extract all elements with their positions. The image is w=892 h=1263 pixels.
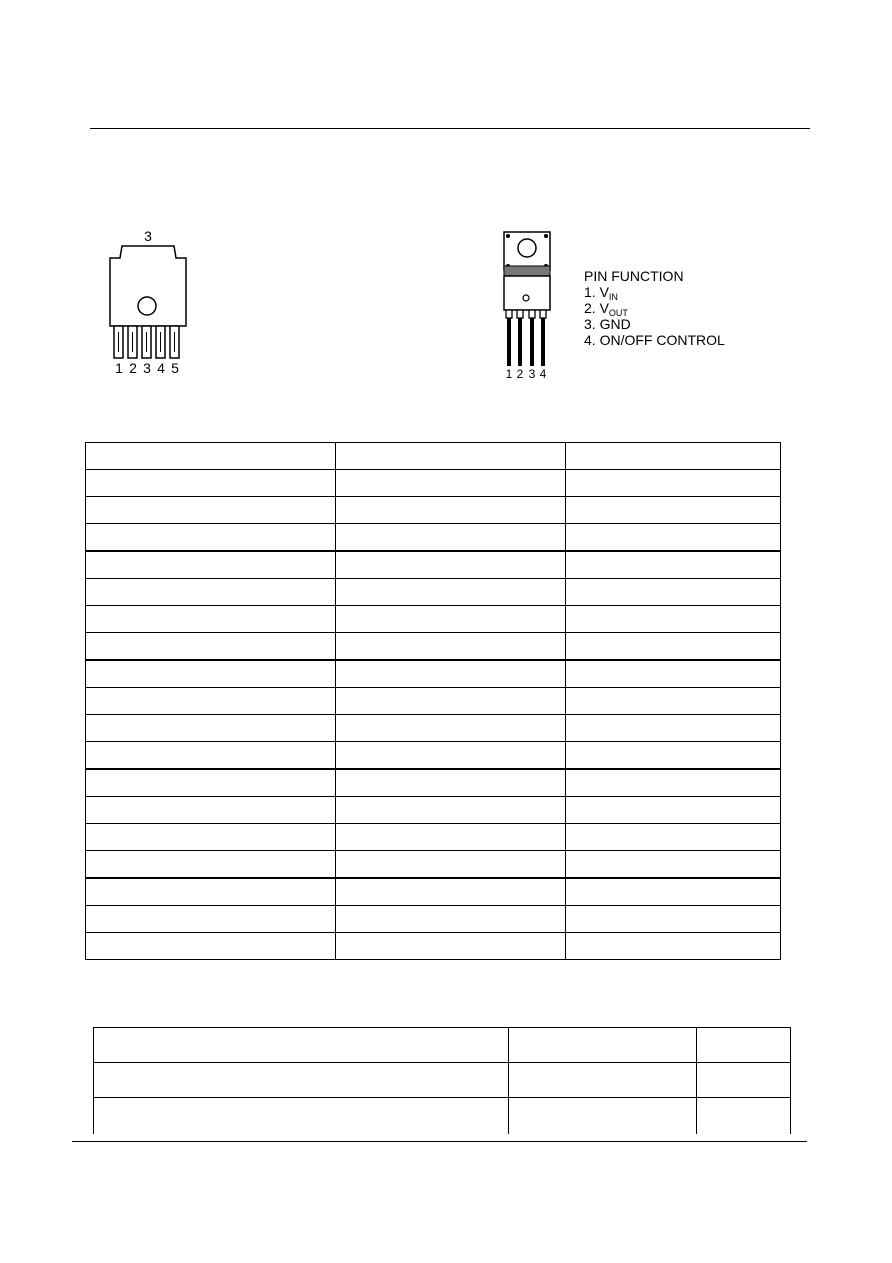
table-cell (86, 878, 336, 906)
table-cell (336, 524, 566, 552)
table-cell (566, 715, 781, 742)
table-cell (566, 579, 781, 606)
table-cell (94, 1028, 509, 1063)
table-row (86, 660, 781, 688)
table-row (86, 715, 781, 742)
rule-gap (190, 634, 220, 638)
table-row (86, 797, 781, 824)
table-row (86, 824, 781, 851)
pin-number: 3. (584, 316, 596, 332)
table-cell (566, 551, 781, 579)
table-cell (509, 1098, 697, 1135)
table-cell (566, 797, 781, 824)
table-row (94, 1098, 791, 1135)
ratings-table (85, 442, 781, 960)
pin-name-subscript: OUT (608, 308, 628, 318)
table-cell (336, 470, 566, 497)
table-cell (86, 797, 336, 824)
pin-label-1: 1 (505, 367, 513, 381)
table-cell (336, 742, 566, 770)
table-cell (566, 470, 781, 497)
table-cell (566, 824, 781, 851)
table-row (86, 742, 781, 770)
pin-function-legend (584, 268, 725, 348)
table-cell (336, 606, 566, 633)
table-cell (566, 497, 781, 524)
table-cell (336, 688, 566, 715)
table-cell (566, 443, 781, 470)
table-cell (336, 797, 566, 824)
table-row (86, 579, 781, 606)
table-cell (86, 769, 336, 797)
table-cell (566, 769, 781, 797)
table-row (86, 906, 781, 933)
table-row (86, 497, 781, 524)
table-cell (336, 715, 566, 742)
table-cell (86, 688, 336, 715)
table-cell (86, 606, 336, 633)
table-cell (86, 933, 336, 960)
table-row (86, 606, 781, 633)
pin-label-2: 2 (516, 367, 524, 381)
table-cell (86, 443, 336, 470)
pin-label-1: 1 (115, 360, 123, 376)
table-cell (336, 769, 566, 797)
pin-name: V (599, 300, 609, 316)
table-cell (697, 1098, 791, 1135)
table-cell (336, 579, 566, 606)
table-cell (86, 660, 336, 688)
table-cell (86, 715, 336, 742)
table-cell (566, 906, 781, 933)
pin-label-5: 5 (171, 360, 179, 376)
table-row (86, 443, 781, 470)
table-row (94, 1028, 791, 1063)
table-row (86, 769, 781, 797)
table-cell (86, 497, 336, 524)
table-cell (336, 824, 566, 851)
table-cell (86, 579, 336, 606)
table-cell (566, 524, 781, 552)
table-cell (566, 660, 781, 688)
table-cell (336, 906, 566, 933)
table-cell (336, 878, 566, 906)
table-cell (86, 851, 336, 879)
table-cell (566, 933, 781, 960)
pin-label-4: 4 (539, 367, 547, 381)
table-cell (336, 497, 566, 524)
table-cell (94, 1063, 509, 1098)
pin-number: 1. (584, 284, 596, 300)
pin-function-item (584, 300, 725, 316)
table-cell (86, 742, 336, 770)
header-rule (90, 128, 810, 129)
table-row (86, 551, 781, 579)
table-row (86, 524, 781, 552)
pin-label-4: 4 (157, 360, 165, 376)
table-cell (566, 606, 781, 633)
table-cell (86, 470, 336, 497)
pin-function-item (584, 284, 725, 300)
table-cell (566, 878, 781, 906)
table-row (86, 933, 781, 960)
table-cell (86, 824, 336, 851)
pin-name: GND (599, 316, 631, 332)
table-cell (566, 688, 781, 715)
table-cell (697, 1028, 791, 1063)
table-cell (86, 524, 336, 552)
pin-function-title: PIN FUNCTION (584, 268, 684, 284)
table-cell (566, 851, 781, 879)
package-5pin-drawing (96, 222, 200, 378)
table-cell (336, 933, 566, 960)
tab-pin-label: 3 (144, 228, 152, 244)
pin-label-3: 3 (528, 367, 536, 381)
table-cell (336, 851, 566, 879)
table-cell (336, 443, 566, 470)
pin-number: 4. (584, 332, 596, 348)
package-outline-5pin (96, 222, 200, 378)
table-row (94, 1063, 791, 1098)
table-cell (94, 1098, 509, 1135)
table-row (86, 688, 781, 715)
table-cell (566, 742, 781, 770)
pin-function-item (584, 316, 725, 332)
table-cell (86, 906, 336, 933)
table-cell (336, 660, 566, 688)
table-cell (509, 1063, 697, 1098)
pin-name-subscript: IN (608, 292, 618, 302)
footer-rule (72, 1141, 807, 1142)
pin-label-3: 3 (143, 360, 151, 376)
table-cell (336, 551, 566, 579)
pin-label-2: 2 (129, 360, 137, 376)
pin-function-item (584, 332, 725, 348)
table-cell (509, 1028, 697, 1063)
pin-name: V (599, 284, 609, 300)
table-cell (336, 633, 566, 661)
table-cell (86, 551, 336, 579)
pin-number: 2. (584, 300, 596, 316)
table-row (86, 878, 781, 906)
pin-name: ON/OFF CONTROL (599, 332, 725, 348)
table-row (86, 470, 781, 497)
characteristics-table (93, 1027, 791, 1134)
table-row (86, 851, 781, 879)
table-cell (697, 1063, 791, 1098)
table-cell (566, 633, 781, 661)
